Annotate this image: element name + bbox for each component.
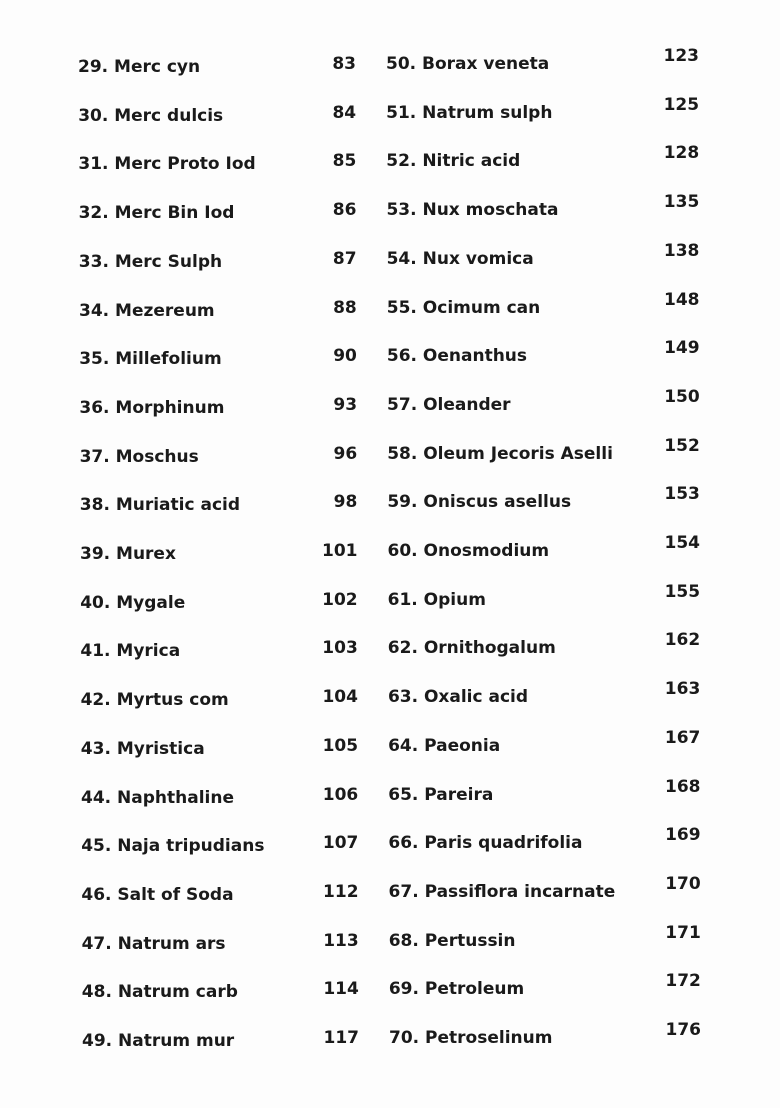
toc-entry-page-number: 176 xyxy=(665,1020,701,1040)
toc-entry-page-number: 104 xyxy=(322,687,358,708)
toc-entry-title: 69. Petroleum xyxy=(388,979,525,1000)
toc-entry-title: 53. Nux moschata xyxy=(386,200,559,221)
toc-entry-title: 61. Opium xyxy=(387,589,486,610)
toc-entry-page-number: 106 xyxy=(322,784,359,805)
toc-entry-title: 42. Myrtus com xyxy=(80,690,229,711)
toc-entry-title: 34. Mezereum xyxy=(79,300,215,321)
toc-entry-page-number: 170 xyxy=(665,873,701,894)
toc-entry-page-number: 88 xyxy=(333,297,357,318)
toc-entry-page-number: 150 xyxy=(664,386,700,407)
toc-entry-title: 40. Mygale xyxy=(80,592,186,613)
toc-entry-title: 47. Natrum ars xyxy=(81,933,226,954)
toc-entry-page-number: 167 xyxy=(664,727,701,748)
toc-entry-page-number: 93 xyxy=(333,394,358,415)
toc-entry-title: 50. Borax veneta xyxy=(386,54,550,74)
toc-entry-page-number: 114 xyxy=(323,979,359,1000)
toc-entry-page-number: 105 xyxy=(322,735,359,756)
toc-entry-title: 54. Nux vomica xyxy=(386,248,534,269)
toc-entry-page-number: 90 xyxy=(333,346,357,367)
toc-entry-title: 35. Millefolium xyxy=(79,349,222,370)
toc-entry-page-number: 85 xyxy=(332,151,357,172)
toc-entry-title: 59. Oniscus asellus xyxy=(387,492,572,513)
toc-entry-page-number: 169 xyxy=(665,825,701,846)
toc-entry-page-number: 152 xyxy=(664,435,700,456)
toc-entry-page-number: 155 xyxy=(664,581,701,602)
toc-entry-title: 49. Natrum mur xyxy=(82,1031,235,1051)
toc-entry-page-number: 138 xyxy=(663,240,700,261)
toc-entry-title: 58. Oleum Jecoris Aselli xyxy=(387,443,613,464)
toc-entry-title: 55. Ocimum can xyxy=(386,297,541,318)
toc-entry-page-number: 103 xyxy=(322,638,358,659)
toc-entry-title: 52. Nitric acid xyxy=(386,151,521,172)
toc-entry-page-number: 87 xyxy=(332,248,357,269)
toc-entry-page-number: 125 xyxy=(663,94,700,115)
toc-entry-page-number: 149 xyxy=(664,338,700,359)
toc-entry-title: 32. Merc Bin Iod xyxy=(78,203,235,224)
toc-entry-page-number: 123 xyxy=(663,46,699,66)
toc-entry-page-number: 86 xyxy=(332,200,357,221)
toc-entry-title: 64. Paeonia xyxy=(388,735,501,756)
toc-entry-title: 62. Ornithogalum xyxy=(387,638,556,659)
toc-entry-page-number: 148 xyxy=(664,289,700,310)
toc-entry-page-number: 162 xyxy=(664,630,701,651)
toc-entry-page-number: 117 xyxy=(323,1028,359,1048)
toc-entry-title: 44. Naphthaline xyxy=(81,787,234,808)
toc-entry-page-number: 135 xyxy=(663,192,700,213)
toc-entry-title: 38. Muriatic acid xyxy=(79,495,241,516)
toc-entry-title: 30. Merc dulcis xyxy=(78,105,224,126)
toc-entry-title: 56. Oenanthus xyxy=(386,346,528,367)
toc-entry-title: 37. Moschus xyxy=(79,446,199,467)
toc-entry-title: 57. Oleander xyxy=(387,394,511,415)
toc-entry-title: 43. Myristica xyxy=(80,738,205,759)
toc-entry-title: 33. Merc Sulph xyxy=(78,251,223,272)
toc-entry-title: 36. Morphinum xyxy=(79,397,225,418)
toc-entry-title: 41. Myrica xyxy=(80,641,181,662)
toc-entry-page-number: 107 xyxy=(322,833,359,854)
toc-entry-title: 31. Merc Proto Iod xyxy=(78,154,256,175)
toc-entry-page-number: 163 xyxy=(664,679,701,700)
toc-entry-title: 70. Petroselinum xyxy=(389,1028,553,1048)
toc-entry-page-number: 98 xyxy=(333,492,358,513)
toc-entry-page-number: 171 xyxy=(665,922,701,943)
toc-entry-title: 60. Onosmodium xyxy=(387,541,550,561)
toc-entry-title: 45. Naja tripudians xyxy=(81,836,265,857)
toc-entry-title: 63. Oxalic acid xyxy=(387,687,529,708)
toc-entry-page-number: 168 xyxy=(665,776,701,797)
toc-entry-page-number: 113 xyxy=(323,930,359,951)
toc-entry-page-number: 172 xyxy=(665,971,701,992)
toc-entry-title: 39. Murex xyxy=(80,544,176,564)
toc-entry-page-number: 96 xyxy=(333,443,358,464)
toc-entry-page-number: 153 xyxy=(664,484,700,505)
toc-entry-title: 51. Natrum sulph xyxy=(386,102,553,123)
toc-entry-page-number: 112 xyxy=(323,881,359,902)
toc-entry-page-number: 102 xyxy=(322,589,358,610)
toc-entry-title: 67. Passiflora incarnate xyxy=(388,881,616,902)
toc-entry-title: 68. Pertussin xyxy=(388,930,516,951)
toc-entry-page-number: 101 xyxy=(322,541,358,561)
toc-entry-title: 48. Natrum carb xyxy=(81,982,238,1003)
toc-entry-title: 29. Merc cyn xyxy=(78,57,201,77)
toc-entry-title: 65. Pareira xyxy=(388,784,494,805)
toc-entry-page-number: 128 xyxy=(663,143,700,164)
toc-entry-page-number: 83 xyxy=(332,54,356,74)
toc-entry-page-number: 154 xyxy=(664,533,700,553)
toc-entry-title: 66. Paris quadrifolia xyxy=(388,833,583,854)
toc-entry-page-number: 84 xyxy=(332,102,357,123)
toc-entry-title: 46. Salt of Soda xyxy=(81,884,234,905)
